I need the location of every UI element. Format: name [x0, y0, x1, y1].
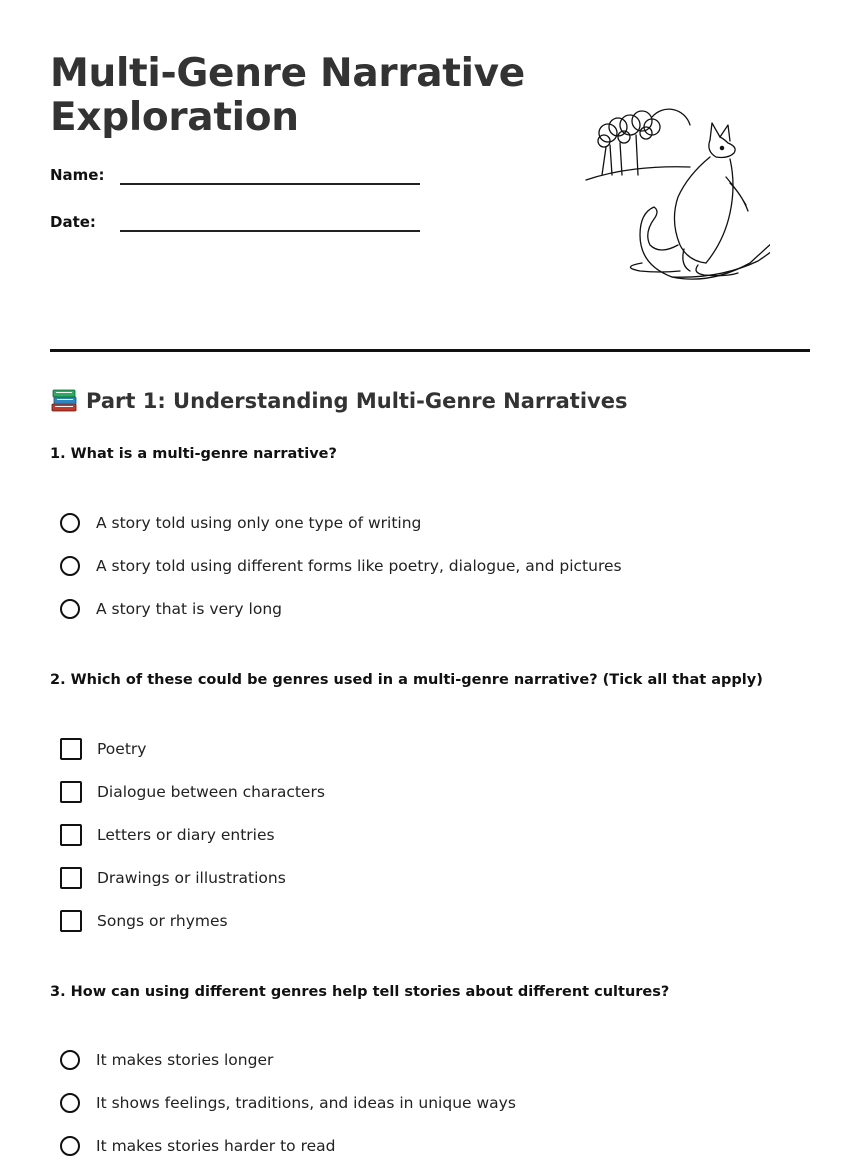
q3-option-1[interactable] — [60, 1047, 273, 1073]
question-2: 2. Which of these could be genres used in a multi-genre narrative? (Tick all that apply) — [50, 672, 763, 688]
section-divider — [50, 349, 810, 352]
option-label: Songs or rhymes — [97, 912, 228, 930]
section-title-part1 — [50, 388, 627, 414]
option-label: Letters or diary entries — [97, 826, 275, 844]
date-label: Date: — [50, 213, 96, 231]
option-label: A story that is very long — [96, 600, 282, 618]
question-3: 3. How can using different genres help tell stories about different cultures? — [50, 984, 670, 1000]
page-title: Multi-Genre Narrative Exploration — [50, 51, 525, 140]
option-label: It shows feelings, traditions, and ideas in unique ways — [96, 1094, 516, 1112]
radio-button[interactable] — [60, 513, 80, 533]
q1-option-1[interactable] — [60, 510, 421, 536]
checkbox[interactable] — [60, 738, 82, 760]
q3-option-2[interactable] — [60, 1090, 516, 1116]
checkbox[interactable] — [60, 910, 82, 932]
q2-option-1[interactable] — [60, 736, 146, 762]
option-label: A story told using only one type of writing — [96, 514, 422, 532]
q1-option-3[interactable] — [60, 596, 282, 622]
date-line[interactable] — [120, 230, 420, 232]
kangaroo-illustration-icon — [580, 95, 770, 290]
option-label: Drawings or illustrations — [97, 869, 286, 887]
option-label: It makes stories longer — [96, 1051, 274, 1069]
date-field[interactable] — [50, 213, 430, 243]
radio-button[interactable] — [60, 1093, 80, 1113]
checkbox[interactable] — [60, 781, 82, 803]
checkbox[interactable] — [60, 867, 82, 889]
name-label: Name: — [50, 166, 105, 184]
name-field[interactable] — [50, 166, 430, 196]
option-label: Dialogue between characters — [97, 783, 325, 801]
radio-button[interactable] — [60, 599, 80, 619]
section-title-text: Part 1: Understanding Multi-Genre Narratives — [86, 389, 628, 413]
radio-button[interactable] — [60, 1050, 80, 1070]
radio-button[interactable] — [60, 556, 80, 576]
q2-option-2[interactable] — [60, 779, 325, 805]
name-line[interactable] — [120, 183, 420, 185]
q3-option-3[interactable] — [60, 1133, 335, 1159]
q2-option-4[interactable] — [60, 865, 286, 891]
option-label: Poetry — [97, 740, 147, 758]
books-icon — [50, 388, 78, 414]
question-1: 1. What is a multi-genre narrative? — [50, 446, 337, 462]
q1-option-2[interactable] — [60, 553, 622, 579]
q2-option-5[interactable] — [60, 908, 228, 934]
option-label: A story told using different forms like poetry, dialogue, and pictures — [96, 557, 622, 575]
radio-button[interactable] — [60, 1136, 80, 1156]
q2-option-3[interactable] — [60, 822, 275, 848]
checkbox[interactable] — [60, 824, 82, 846]
option-label: It makes stories harder to read — [96, 1137, 336, 1155]
